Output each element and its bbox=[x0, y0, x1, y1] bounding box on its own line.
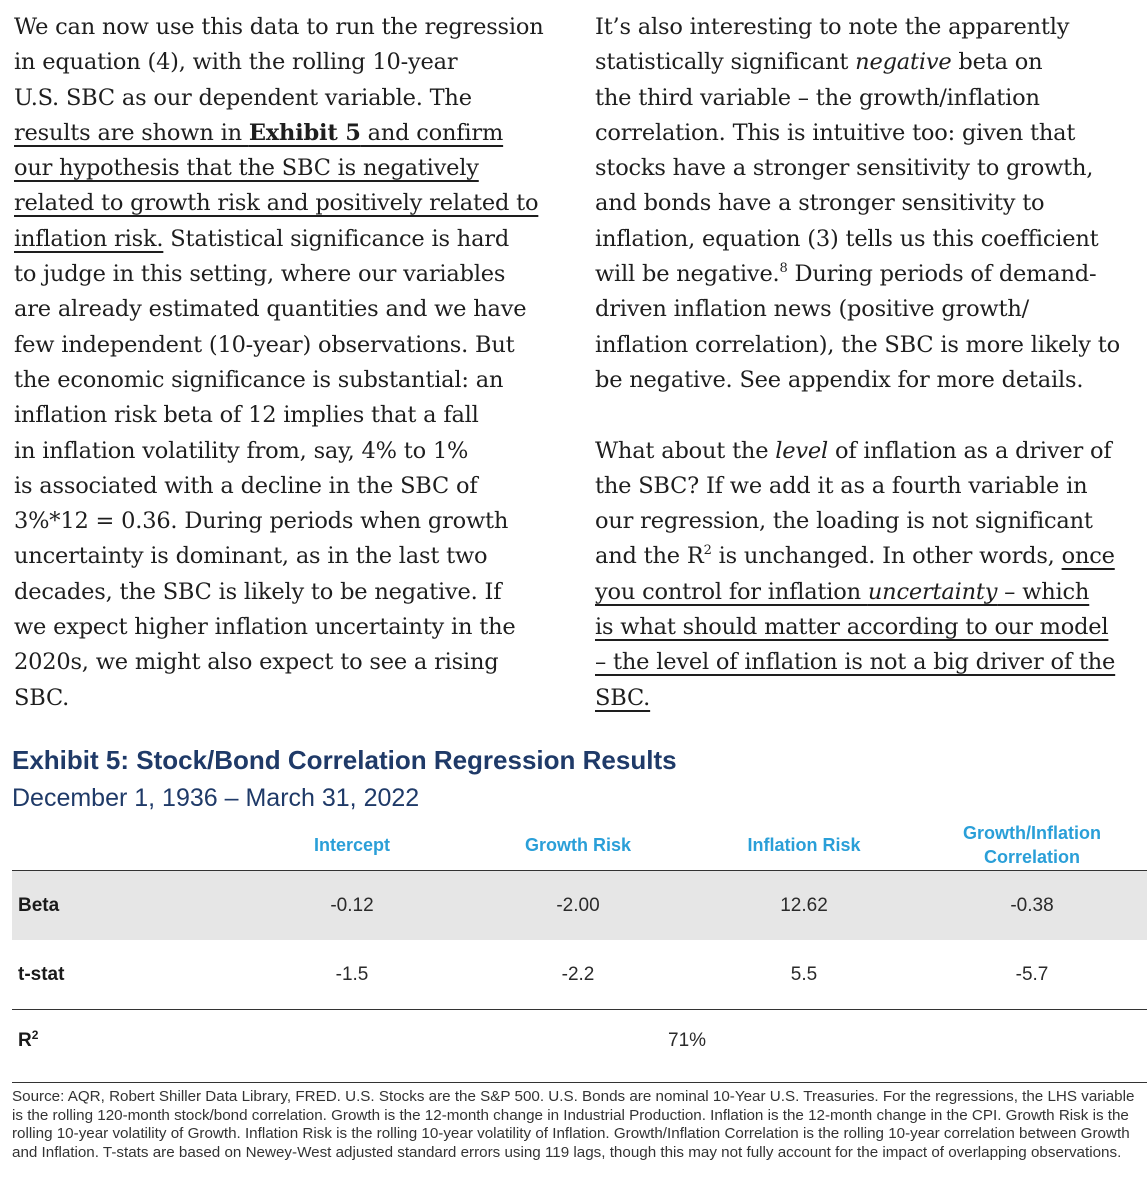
table-row bbox=[12, 940, 1147, 1009]
header-growth-inflation-correlation bbox=[942, 821, 1122, 869]
right-column bbox=[595, 10, 1147, 716]
exhibit-title: Exhibit 5: Stock/Bond Correlation Regression Results bbox=[12, 745, 677, 775]
row-label: t-stat bbox=[18, 964, 65, 985]
text-line: be negative. See appendix for more details. bbox=[595, 366, 1084, 393]
text-line: What about the level of inflation as a driver of bbox=[595, 437, 1112, 464]
underlined-text: SBC. bbox=[595, 684, 651, 711]
text-line: 2020s, we might also expect to see a rising bbox=[14, 649, 499, 676]
row-label: $R^2$ bbox=[18, 1028, 39, 1051]
emphasis: level bbox=[775, 437, 829, 464]
source-note: Source: AQR, Robert Shiller Data Library, FRED. U.S. Stocks are the S&P 500. U.S. Bonds are nominal 10-Year U.S. Treasuries. For the regressions, the LHS variable is the rolling 120-month stock/bond correlation. Growth is the 12-month change in Industrial Production. Inflation is the 12-month change in the CPI. Growth Risk is the rolling 10-year volatility of Growth. Inflation Risk is the rolling 10-year volatility of Inflation. Growth/Inflation Correlation is the rolling 10-year correlation between Growth and Inflation. T-stats are based on Newey-West adjusted standard errors using 119 lags, though this may not fully account for the impact of overlapping observations. bbox=[12, 1088, 1135, 1161]
cell: -0.12 bbox=[330, 895, 374, 916]
text-line: We can now use this data to run the regression bbox=[14, 14, 544, 40]
header-line: Growth/Inflation bbox=[963, 823, 1101, 843]
underlined-text: is what should matter according to our model bbox=[595, 614, 1109, 641]
text-line: the economic significance is substantial: an bbox=[14, 366, 504, 393]
emphasis: negative bbox=[855, 49, 952, 76]
divider bbox=[12, 1082, 1147, 1083]
text-line: driven inflation news (positive growth/ bbox=[595, 296, 1030, 323]
text-line: statistically significant negative beta on bbox=[595, 49, 1043, 76]
text-line bbox=[14, 116, 566, 151]
paragraph-gap bbox=[595, 398, 1147, 433]
footnote-marker: 8 bbox=[779, 261, 788, 277]
regression-table bbox=[12, 820, 1147, 1083]
text-line: in inflation volatility from, say, 4% to 1% bbox=[14, 437, 469, 464]
underlined-text: you control for inflation uncertainty – which bbox=[595, 578, 1090, 605]
text-line: and the $R^2$ is unchanged. In other words, once bbox=[595, 543, 1115, 570]
emphasis: uncertainty bbox=[867, 578, 998, 605]
underlined-text: related to growth risk and positively related to bbox=[14, 190, 539, 217]
text-line: and bonds have a stronger sensitivity to bbox=[595, 190, 1045, 217]
text-line bbox=[14, 186, 566, 221]
superscript: 2 bbox=[703, 543, 712, 559]
exhibit-reference: Exhibit 5 bbox=[248, 119, 361, 146]
header-intercept: Intercept bbox=[313, 835, 391, 855]
text-line bbox=[595, 575, 1147, 610]
cell: -2.2 bbox=[561, 964, 595, 985]
text-line: uncertainty is dominant, as in the last two bbox=[14, 543, 488, 570]
text-line: will be negative.$^8$ During periods of demand- bbox=[595, 261, 1097, 288]
cell: -2.00 bbox=[556, 895, 600, 916]
text-line: are already estimated quantities and we have bbox=[14, 296, 527, 323]
text-line: correlation. This is intuitive too: given that bbox=[595, 119, 1076, 146]
left-column bbox=[14, 10, 566, 716]
row-label: Beta bbox=[18, 895, 60, 916]
header-line: Correlation bbox=[983, 847, 1080, 867]
text-line: is associated with a decline in the SBC of bbox=[14, 472, 478, 499]
cell: 12.62 bbox=[780, 895, 828, 916]
underlined-text: results are shown in Exhibit 5 and confirm bbox=[14, 119, 504, 146]
header-growth-risk: Growth Risk bbox=[524, 835, 631, 855]
text-line: SBC. bbox=[14, 684, 70, 711]
underlined-text: once bbox=[1061, 543, 1115, 570]
header-inflation-risk: Inflation Risk bbox=[747, 835, 861, 855]
cell: 5.5 bbox=[790, 964, 818, 985]
text-line bbox=[14, 151, 566, 186]
text-line: our regression, the loading is not significant bbox=[595, 508, 1093, 535]
text-line: stocks have a stronger sensitivity to growth, bbox=[595, 155, 1094, 182]
underlined-text: our hypothesis that the SBC is negatively bbox=[14, 155, 479, 182]
text-line: the SBC? If we add it as a fourth variable in bbox=[595, 472, 1088, 499]
text-line: to judge in this setting, where our variables bbox=[14, 261, 506, 288]
exhibit-subtitle: December 1, 1936 – March 31, 2022 bbox=[12, 784, 420, 812]
table-header bbox=[12, 820, 1147, 871]
text-line: inflation risk beta of 12 implies that a fall bbox=[14, 402, 479, 429]
table-row bbox=[12, 871, 1147, 940]
cell: -5.7 bbox=[1015, 964, 1049, 985]
text-line bbox=[595, 645, 1147, 680]
text-line: we expect higher inflation uncertainty in the bbox=[14, 614, 516, 641]
text-line: decades, the SBC is likely to be negative. If bbox=[14, 578, 502, 605]
cell: -1.5 bbox=[335, 964, 369, 985]
text-line: U.S. SBC as our dependent variable. The bbox=[14, 84, 472, 111]
text-line: in equation (4), with the rolling 10-year bbox=[14, 49, 458, 76]
underlined-text: – the level of inflation is not a big driver of the bbox=[595, 649, 1116, 676]
text-line bbox=[595, 681, 1147, 716]
text-line: It’s also interesting to note the apparently bbox=[595, 14, 1070, 40]
text-line: 3%*12 = 0.36. During periods when growth bbox=[14, 508, 509, 535]
text-line: inflation risk. Statistical significance is hard bbox=[14, 225, 510, 252]
cell: -0.38 bbox=[1010, 895, 1054, 916]
text-line bbox=[595, 610, 1147, 645]
text-line: inflation correlation), the SBC is more likely to bbox=[595, 331, 1120, 358]
r-squared-value: 71% bbox=[668, 1030, 707, 1051]
text-line: the third variable – the growth/inflation bbox=[595, 84, 1040, 111]
r-squared-row bbox=[12, 1010, 1147, 1082]
underlined-text: inflation risk. bbox=[14, 225, 164, 252]
text-line: inflation, equation (3) tells us this coefficient bbox=[595, 225, 1099, 252]
text-line: few independent (10-year) observations. But bbox=[14, 331, 515, 358]
